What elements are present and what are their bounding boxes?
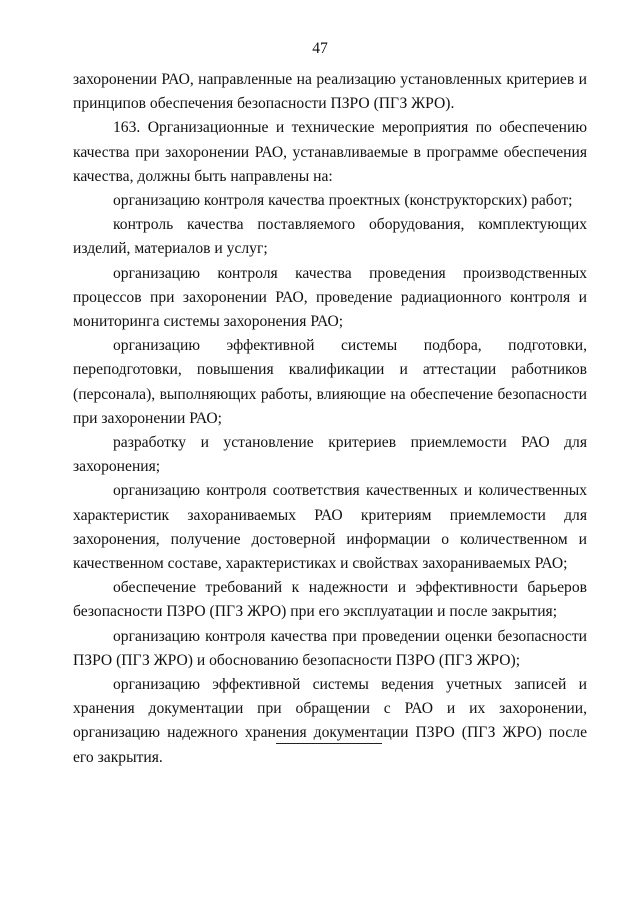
page-number: 47	[312, 40, 328, 57]
document-body	[73, 68, 587, 770]
paragraph-continuation: захоронении РАО, направленные на реализацию установленных критериев и принципов обеспечения безопасности ПЗРО (ПГЗ ЖРО).	[73, 71, 587, 113]
paragraph-conformity-control: организацию контроля соответствия качественных и количественных характеристик захораниваемых РАО критериям приемлемости для захоронения, получение достоверной информации о количественном и качественном составе, характеристиках и свойствах захораниваемых РАО;	[73, 482, 587, 573]
end-separator-line	[276, 743, 382, 744]
paragraph-safety-assessment: организацию контроля качества при проведении оценки безопасности ПЗРО (ПГЗ ЖРО) и обоснованию безопасности ПЗРО (ПГЗ ЖРО);	[73, 627, 587, 669]
paragraph-acceptance-criteria: разработку и установление критериев приемлемости РАО для захоронения;	[73, 434, 587, 476]
paragraph-design-quality: организацию контроля качества проектных (конструкторских) работ;	[113, 192, 573, 210]
paragraph-item-163: 163. Организационные и технические мероприятия по обеспечению качества при захоронении РАО, устанавливаемые в программе обеспечения качества, должны быть направлены на:	[73, 119, 587, 185]
paragraph-records-system: организацию эффективной системы ведения учетных записей и хранения документации при обращении с РАО и их захоронении, организацию надежного хранения документации ПЗРО (ПГЗ ЖРО) после его закрытия.	[73, 676, 587, 766]
paragraph-production-quality: организацию контроля качества проведения производственных процессов при захоронении РАО, проведение радиационного контроля и мониторинга системы захоронения РАО;	[73, 264, 587, 331]
paragraph-barrier-reliability: обеспечение требований к надежности и эффективности барьеров безопасности ПЗРО (ПГЗ ЖРО) при его эксплуатации и после закрытия;	[73, 579, 587, 621]
paragraph-personnel: организацию эффективной системы подбора, подготовки, переподготовки, повышения квалификации и аттестации работников (персонала), выполняющих работы, влияющие на обеспечение безопасности при захоронении РАО;	[73, 337, 587, 427]
paragraph-equipment-quality: контроль качества поставляемого оборудования, комплектующих изделий, материалов и услуг;	[73, 216, 587, 258]
